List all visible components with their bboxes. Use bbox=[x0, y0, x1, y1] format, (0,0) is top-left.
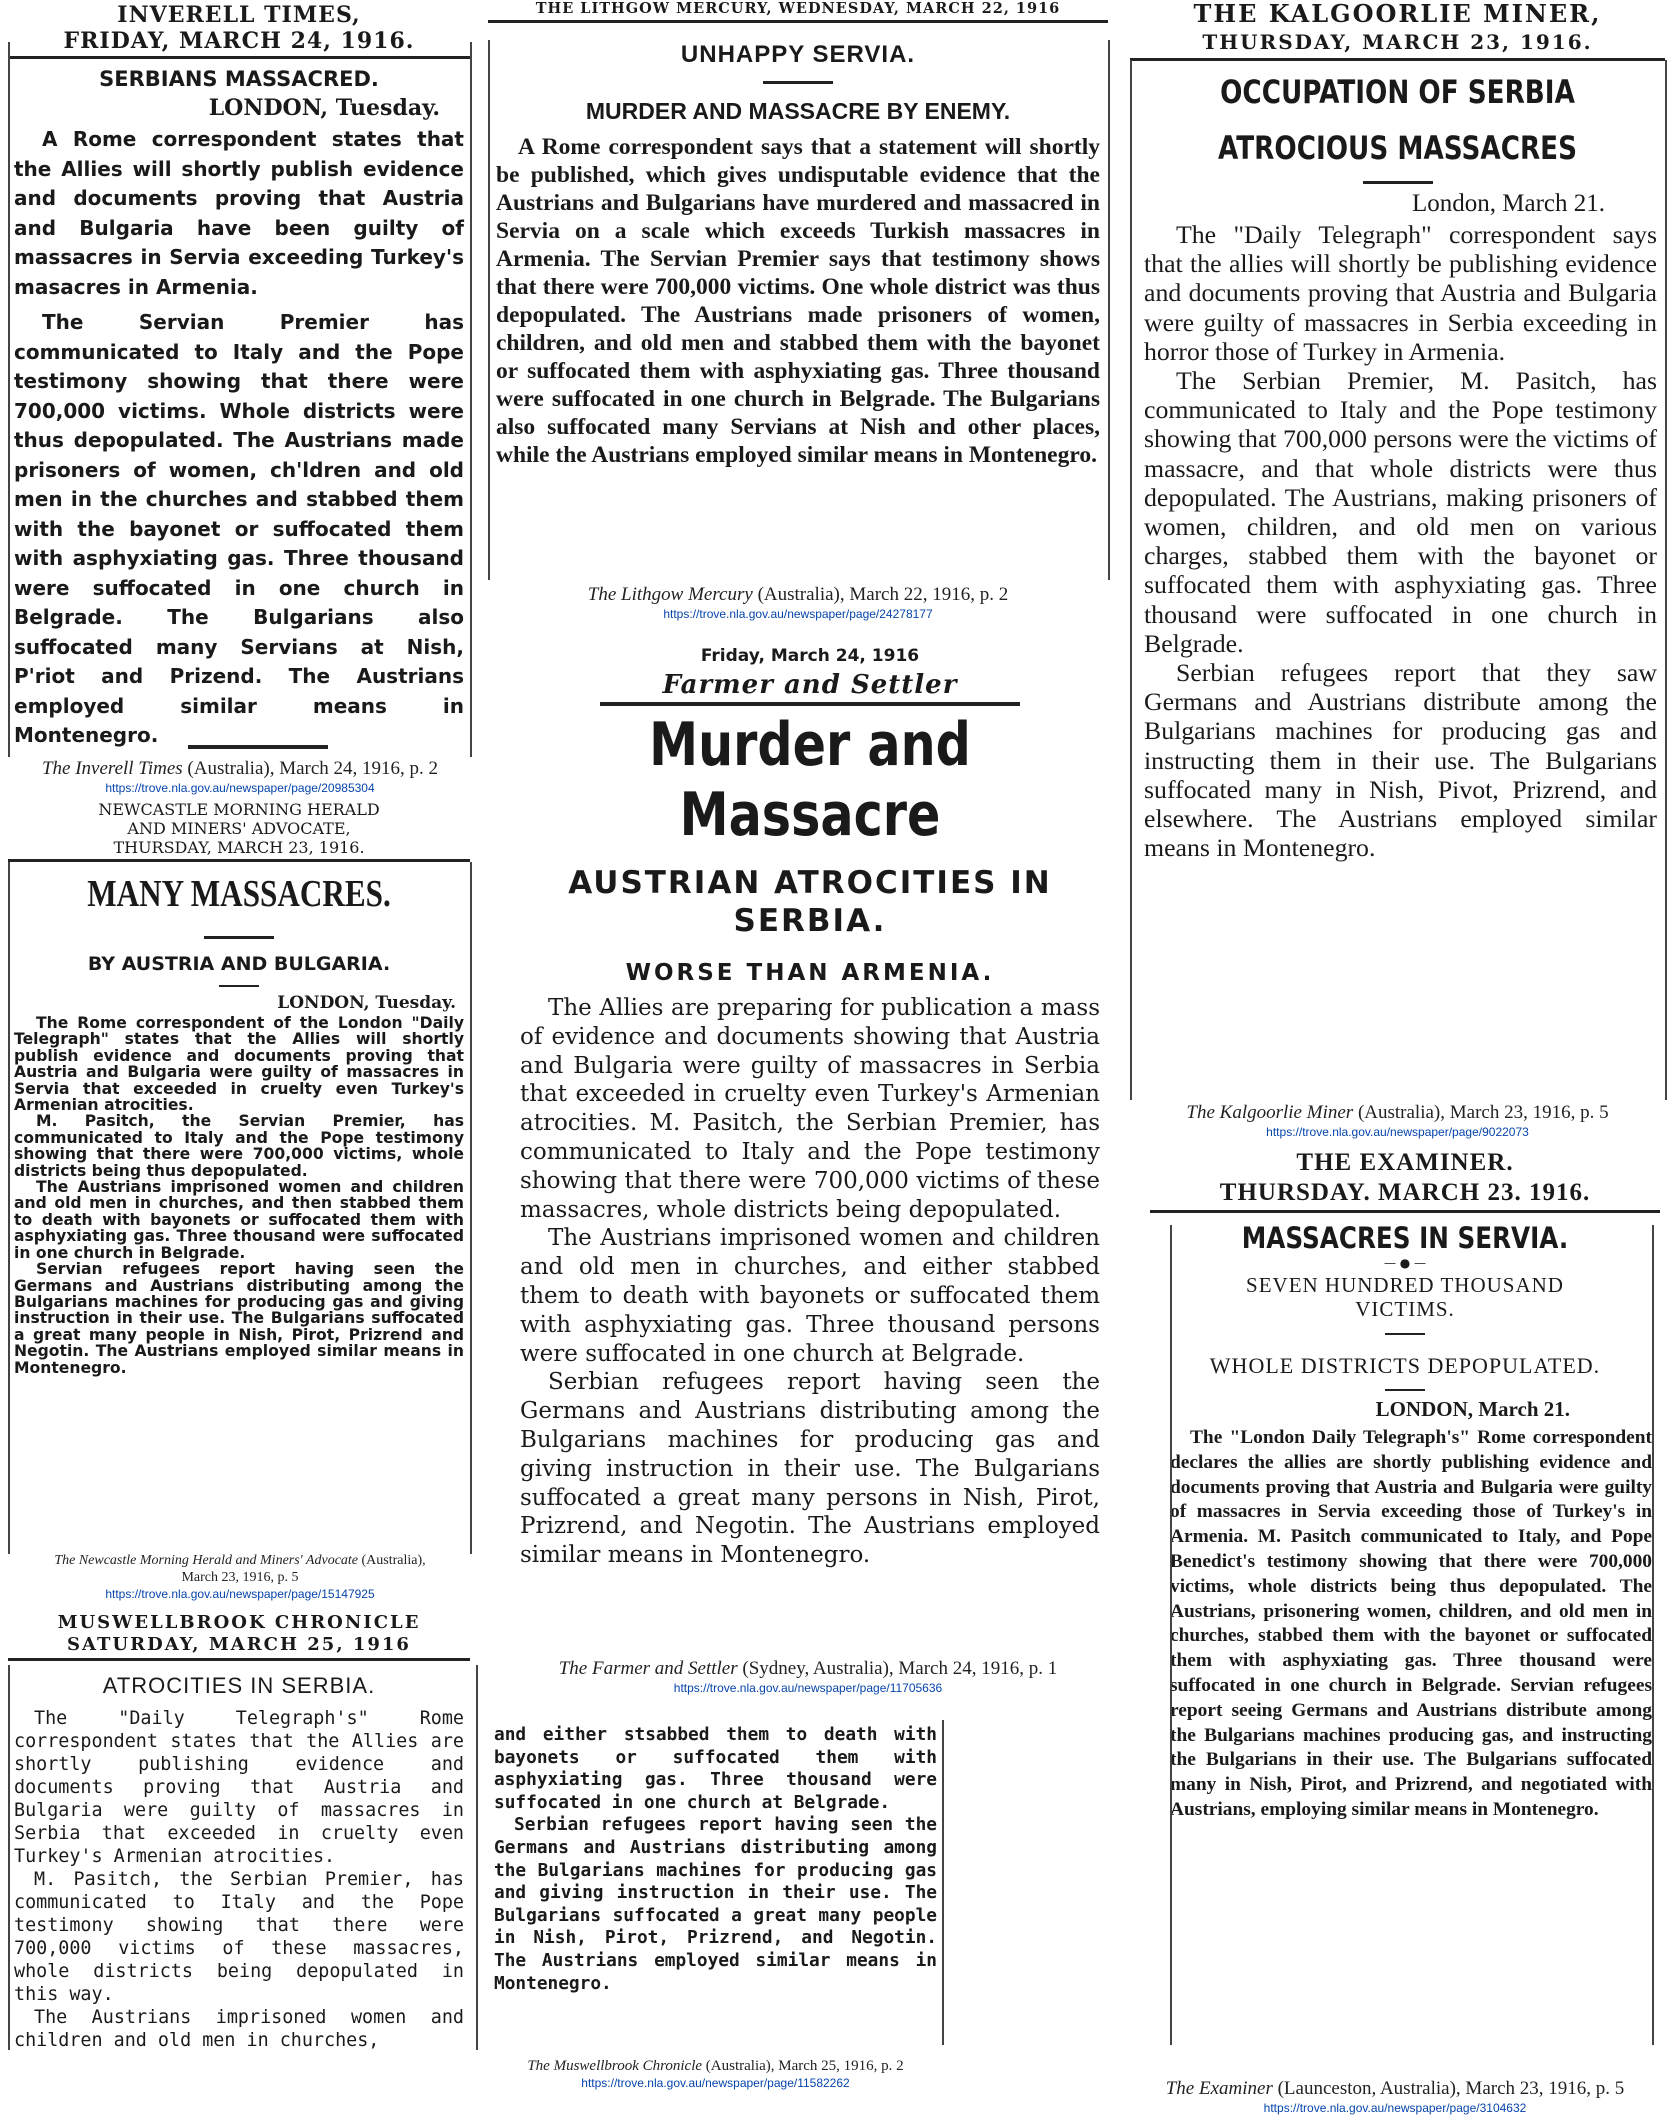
inverell-left-border bbox=[8, 42, 10, 757]
examiner-divider-3 bbox=[1385, 1389, 1425, 1391]
newcastle-source-link[interactable]: https://trove.nla.gov.au/newspaper/page/15147925 bbox=[105, 1587, 375, 1601]
newcastle-divider bbox=[204, 936, 274, 939]
muswellbrook-continuation bbox=[488, 1720, 943, 2045]
inverell-masthead: INVERELL TIMES, FRIDAY, MARCH 24, 1916. bbox=[63, 2, 415, 54]
muswellbrook-para-3: The Austrians imprisoned women and children and old men in churches, bbox=[14, 2007, 464, 2051]
farmer-source-link[interactable]: https://trove.nla.gov.au/newspaper/page/11705636 bbox=[673, 1681, 943, 1695]
kalgoorlie-divider bbox=[1363, 181, 1433, 184]
newcastle-subhead: BY AUSTRIA AND BULGARIA. bbox=[87, 953, 391, 975]
muswellbrook-clipping bbox=[8, 1612, 470, 2057]
farmer-caption bbox=[488, 1658, 1128, 1696]
muswellbrook-rule bbox=[8, 1658, 470, 1661]
kalgoorlie-left-border bbox=[1130, 60, 1132, 1100]
inverell-end-rule bbox=[188, 745, 328, 749]
muswellbrook-headline: ATROCITIES IN SERBIA. bbox=[102, 1673, 376, 1698]
muswellbrook-right-border bbox=[942, 1720, 944, 2045]
farmer-para-2: The Austrians imprisoned women and children and old men in churches, and either stabbed them to death with bayonets or suffocated them with asphyxiating gas. Three thousand persons were suffocated in one church at Belgrade. bbox=[520, 1225, 1100, 1367]
examiner-right-border bbox=[1652, 1225, 1654, 2045]
lithgow-body bbox=[488, 125, 1108, 469]
kalgoorlie-subhead: ATROCIOUS MASSACRES bbox=[1218, 129, 1577, 167]
lithgow-headline: UNHAPPY SERVIA. bbox=[680, 41, 916, 68]
newcastle-right-border bbox=[470, 862, 472, 1554]
inverell-caption-rest: (Australia), March 24, 1916, p. 2 bbox=[182, 758, 439, 779]
kalgoorlie-para-3: Serbian refugees report that they saw Germans and Austrians distribute among the Bulgarians machines for producing gas and instructing them in their use. The Bulgarians suffocated many in Nish, Pivot, Prizrend, and elsewhere. The Austrians employed similar means in Montenegro. bbox=[1144, 658, 1657, 863]
kalgoorlie-rule bbox=[1130, 58, 1665, 61]
newcastle-masthead: NEWCASTLE MORNING HERALD AND MINERS' ADVOCATE, THURSDAY, MARCH 23, 1916. bbox=[98, 800, 380, 857]
farmer-body bbox=[510, 986, 1110, 1570]
lithgow-rule bbox=[488, 20, 1108, 23]
examiner-divider-2 bbox=[1385, 1333, 1425, 1335]
newcastle-caption bbox=[0, 1552, 480, 1602]
newcastle-para-3: The Austrians imprisoned women and children and old men in churches, and then stabbed them to death with bayonets or suffocated them with asphyxiating gas. Three thousand were suffocated in one church in Belgrade. bbox=[14, 1178, 464, 1262]
examiner-subhead-1: SEVEN HUNDRED THOUSAND VICTIMS. bbox=[1246, 1273, 1564, 1321]
examiner-masthead: THE EXAMINER. THURSDAY. MARCH 23. 1916. bbox=[1219, 1149, 1591, 1206]
inverell-caption-title: The Inverell Times bbox=[41, 758, 183, 779]
inverell-right-border bbox=[470, 42, 472, 757]
examiner-rule bbox=[1150, 1210, 1660, 1213]
kalgoorlie-headline: OCCUPATION OF SERBIA bbox=[1220, 73, 1575, 111]
farmer-caption-rest: (Sydney, Australia), March 24, 1916, p. 1 bbox=[737, 1658, 1058, 1679]
kalgoorlie-body bbox=[1130, 218, 1665, 862]
inverell-rule bbox=[8, 56, 470, 59]
newcastle-rule bbox=[8, 859, 470, 862]
examiner-caption-title: The Examiner bbox=[1165, 2078, 1273, 2099]
examiner-para-1: The "London Daily Telegraph's" Rome correspondent declares the allies are shortly publishing evidence and documents proving that Austria and Bulgaria were guilty of massacres in Servia exceeding those of Turkey's in Armenia. M. Pasitch communicated to Italy, and Pope Benedict's testimony showing that there were 700,000 victims, whole districts being thus depopulated. The Austrians, prisonering women, children, and old men in churches, stabbed them with the bayonet or suffocated them with asphyxiating gas. Three thousand were suffocated in one church in Belgrade. Servian refugees report seeing Germans and Austrians distribute among the Bulgarians machines producing gas, and instructing the Bulgarians in their use. The Bulgarians suffocated many in Nish, Pirot, and Prizrend, and negotiated with Austrians, employing similar means in Montenegro. bbox=[1170, 1427, 1652, 1820]
kalgoorlie-para-2: The Serbian Premier, M. Pasitch, has communicated to Italy and the Pope testimony showing that 700,000 persons were the victims of massacre, and that whole districts were thus depopulated. The Austrians, making prisoners of women, children, and old men on various charges, stabbed them with the bayonet or suffocated them with asphyxiating gas. Three thousand were suffocated in one church in Belgrade. bbox=[1144, 366, 1657, 658]
newcastle-clipping bbox=[8, 800, 470, 1545]
inverell-source-link[interactable]: https://trove.nla.gov.au/newspaper/page/20985304 bbox=[105, 781, 375, 795]
kalgoorlie-caption-rest: (Australia), March 23, 1916, p. 5 bbox=[1353, 1102, 1609, 1123]
farmer-para-1: The Allies are preparing for publication a mass of evidence and documents showing that Austria and Bulgaria were guilty of massacres in Serbia that exceeded in cruelty even Turkey's Armenian atrocities. M. Pasitch, the Serbian Premier, has communicated to Italy and the Pope testimony showing that there were 700,000 victims of these massacres, whole districts being depopulated. bbox=[520, 995, 1100, 1223]
muswellbrook-masthead: MUSWELLBROOK CHRONICLE SATURDAY, MARCH 25, 1916 bbox=[57, 1612, 421, 1655]
examiner-subhead-2: WHOLE DISTRICTS DEPOPULATED. bbox=[1209, 1353, 1601, 1378]
newcastle-caption-title: The Newcastle Morning Herald and Miners' Advocate bbox=[54, 1553, 359, 1568]
muswellbrook-body bbox=[8, 1699, 470, 2052]
kalgoorlie-right-border bbox=[1665, 60, 1667, 1100]
lithgow-source-link[interactable]: https://trove.nla.gov.au/newspaper/page/24278177 bbox=[663, 607, 933, 621]
lithgow-divider bbox=[763, 81, 833, 84]
newcastle-para-1: The Rome correspondent of the London "Daily Telegraph" states that the Allies will shortly publish evidence and documents proving that Austria and Bulgaria were guilty of massacres in Servia that exceeded in cruelty even Turkey's Armenian atrocities. bbox=[14, 1014, 464, 1115]
newcastle-dateline: LONDON, Tuesday. bbox=[277, 993, 456, 1013]
inverell-headline: SERBIANS MASSACRED. bbox=[99, 67, 379, 91]
lithgow-para-1: A Rome correspondent says that a statement will shortly be published, which gives undisputable evidence that the Austrians and Bulgarians have murdered and massacred in Servia on a scale which exceeds Turkish massacres in Armenia. The Servian Premier says that testimony shows that there were 700,000 victims. One whole district was thus depopulated. The Austrians made prisoners of women, children, and old men and stabbed them with the bayonet or suffocated them with asphyxiating gas. Three thousand were suffocated in one church in Belgrade. The Bulgarians also suffocated many Servians at Nish and other places, while the Austrians employed similar means in Montenegro. bbox=[496, 134, 1100, 468]
lithgow-caption bbox=[488, 584, 1108, 622]
kalgoorlie-dateline: London, March 21. bbox=[1411, 190, 1605, 217]
newcastle-body bbox=[8, 1013, 470, 1376]
examiner-clipping bbox=[1150, 1148, 1660, 2068]
muswellbrook-para-4: and either stsabbed them to death with bayonets or suffocated them with asphyxiating gas. Three thousand were suffocated in one church at Belgrade. bbox=[494, 1724, 937, 1813]
inverell-body bbox=[8, 121, 470, 751]
lithgow-masthead: THE LITHGOW MERCURY, WEDNESDAY, MARCH 22, 1916 bbox=[535, 0, 1061, 17]
examiner-body bbox=[1150, 1422, 1660, 1823]
kalgoorlie-masthead: THE KALGOORLIE MINER, THURSDAY, MARCH 23, 1916. bbox=[1193, 0, 1602, 54]
muswellbrook-para-2: M. Pasitch, the Serbian Premier, has communicated to Italy and the Pope testimony showing that there were 700,000 victims of these massacres, whole districts being depopulated in this way. bbox=[14, 1869, 464, 2005]
kalgoorlie-source-link[interactable]: https://trove.nla.gov.au/newspaper/page/9022073 bbox=[1266, 1125, 1529, 1139]
kalgoorlie-clipping bbox=[1130, 0, 1665, 1100]
examiner-headline: MASSACRES IN SERVIA. bbox=[1241, 1221, 1569, 1255]
lithgow-caption-title: The Lithgow Mercury bbox=[587, 584, 753, 605]
farmer-date: Friday, March 24, 1916 bbox=[700, 646, 920, 666]
newcastle-caption-line2: March 23, 1916, p. 5 bbox=[181, 1570, 299, 1585]
farmer-caption-title: The Farmer and Settler bbox=[558, 1658, 738, 1679]
muswellbrook-mid-border bbox=[476, 1665, 478, 2050]
examiner-dateline: LONDON, March 21. bbox=[1375, 1397, 1570, 1421]
farmer-para-3: Serbian refugees report having seen the Germans and Austrians distributing among the Bulgarians machines for producing gas and giving instruction in their use. The Bulgarians suffocated a great many persons in Nish, Pirot, Prizrend, and Negotin. The Austrians employed similar means in Montenegro. bbox=[520, 1369, 1100, 1569]
muswellbrook-source-link[interactable]: https://trove.nla.gov.au/newspaper/page/11582262 bbox=[581, 2076, 850, 2090]
examiner-divider: — ● — bbox=[1383, 1256, 1427, 1270]
inverell-para-1: A Rome correspondent states that the Allies will shortly publish evidence and documents proving that Austria and Bulgaria have been guilty of massacres in Servia exceeding Turkey's masacres in Armenia. bbox=[14, 127, 464, 299]
lithgow-caption-rest: (Australia), March 22, 1916, p. 2 bbox=[752, 584, 1009, 605]
lithgow-clipping bbox=[488, 0, 1108, 582]
muswellbrook-left-border bbox=[8, 1665, 10, 2050]
farmer-headline: Murder and Massacre bbox=[649, 710, 971, 850]
inverell-caption bbox=[0, 758, 480, 796]
examiner-caption bbox=[1120, 2078, 1670, 2116]
muswellbrook-caption-title: The Muswellbrook Chronicle bbox=[527, 2058, 703, 2074]
kalgoorlie-caption bbox=[1130, 1102, 1665, 1140]
muswellbrook-body-2 bbox=[488, 1720, 943, 1995]
farmer-rule bbox=[600, 702, 1020, 706]
examiner-caption-rest: (Launceston, Australia), March 23, 1916, p. 5 bbox=[1272, 2078, 1625, 2099]
inverell-dateline: LONDON, Tuesday. bbox=[208, 95, 440, 121]
newcastle-headline: MANY MASSACRES. bbox=[87, 873, 391, 915]
kalgoorlie-caption-title: The Kalgoorlie Miner bbox=[1186, 1102, 1354, 1123]
examiner-source-link[interactable]: https://trove.nla.gov.au/newspaper/page/3104632 bbox=[1263, 2101, 1527, 2115]
newcastle-caption-rest: (Australia), bbox=[358, 1553, 426, 1568]
muswellbrook-para-1: The "Daily Telegraph's" Rome correspondent states that the Allies are shortly publishing evidence and documents proving that Austria and Bulgaria were guilty of massacres in Serbia that exceeded in cruelty even Turkey's Armenian atrocities. bbox=[14, 1708, 464, 1867]
kalgoorlie-para-1: The "Daily Telegraph" correspondent says that the allies will shortly be publishing evidence and documents proving that Austria and Bulgaria were guilty of massacres in Serbia exceeding in horror those of Turkey in Armenia. bbox=[1144, 220, 1657, 366]
examiner-left-border bbox=[1170, 1225, 1172, 2045]
farmer-clipping bbox=[510, 636, 1110, 1660]
farmer-masthead: Farmer and Settler bbox=[662, 670, 958, 700]
muswellbrook-para-5: Serbian refugees report having seen the Germans and Austrians distributing among the Bulgarians machines for producing gas and giving instruction in their use. The Bulgarians suffocated a great many people in Nish, Pirot, Prizrend, and Negotin. The Austrians employed similar means in Montenegro. bbox=[494, 1814, 937, 1994]
newcastle-para-2: M. Pasitch, the Servian Premier, has communicated to Italy and the Pope testimony showing that there were 700,000 victims, whole districts being thus depopulated. bbox=[14, 1112, 464, 1180]
lithgow-left-border bbox=[488, 40, 490, 580]
farmer-subhead-1: AUSTRIAN ATROCITIES IN SERBIA. bbox=[568, 865, 1052, 939]
lithgow-right-border bbox=[1108, 40, 1110, 580]
muswellbrook-caption bbox=[488, 2057, 943, 2091]
inverell-para-2: The Servian Premier has communicated to Italy and the Pope testimony showing that there were 700,000 victims. Whole districts were thus depopulated. The Austrians made prisoners of women, ch'ldren and old men in the churches and stabbed them with the bayonet or suffocated them with asphyxiating gas. Three thousand were suffocated in one church in Belgrade. The Bulgarians also suffocated many Servians at Nish, P'riot and Prizend. The Austrians employed similar means in Montenegro. bbox=[14, 310, 464, 747]
newcastle-divider-2 bbox=[219, 985, 259, 987]
inverell-clipping bbox=[8, 0, 470, 758]
farmer-subhead-2: WORSE THAN ARMENIA. bbox=[625, 960, 995, 986]
muswellbrook-caption-rest: (Australia), March 25, 1916, p. 2 bbox=[702, 2058, 904, 2074]
newcastle-para-4: Servian refugees report having seen the Germans and Austrians distributing among the Bulgarians machines for producing gas and giving instruction in their use. The Bulgarians suffocated a great many people in Nish, Pirot, Prizrend and Negotin. The Austrians employed similar means in Montenegro. bbox=[14, 1260, 464, 1377]
newcastle-left-border bbox=[8, 862, 10, 1554]
lithgow-subhead: MURDER AND MASSACRE BY ENEMY. bbox=[585, 98, 1011, 124]
